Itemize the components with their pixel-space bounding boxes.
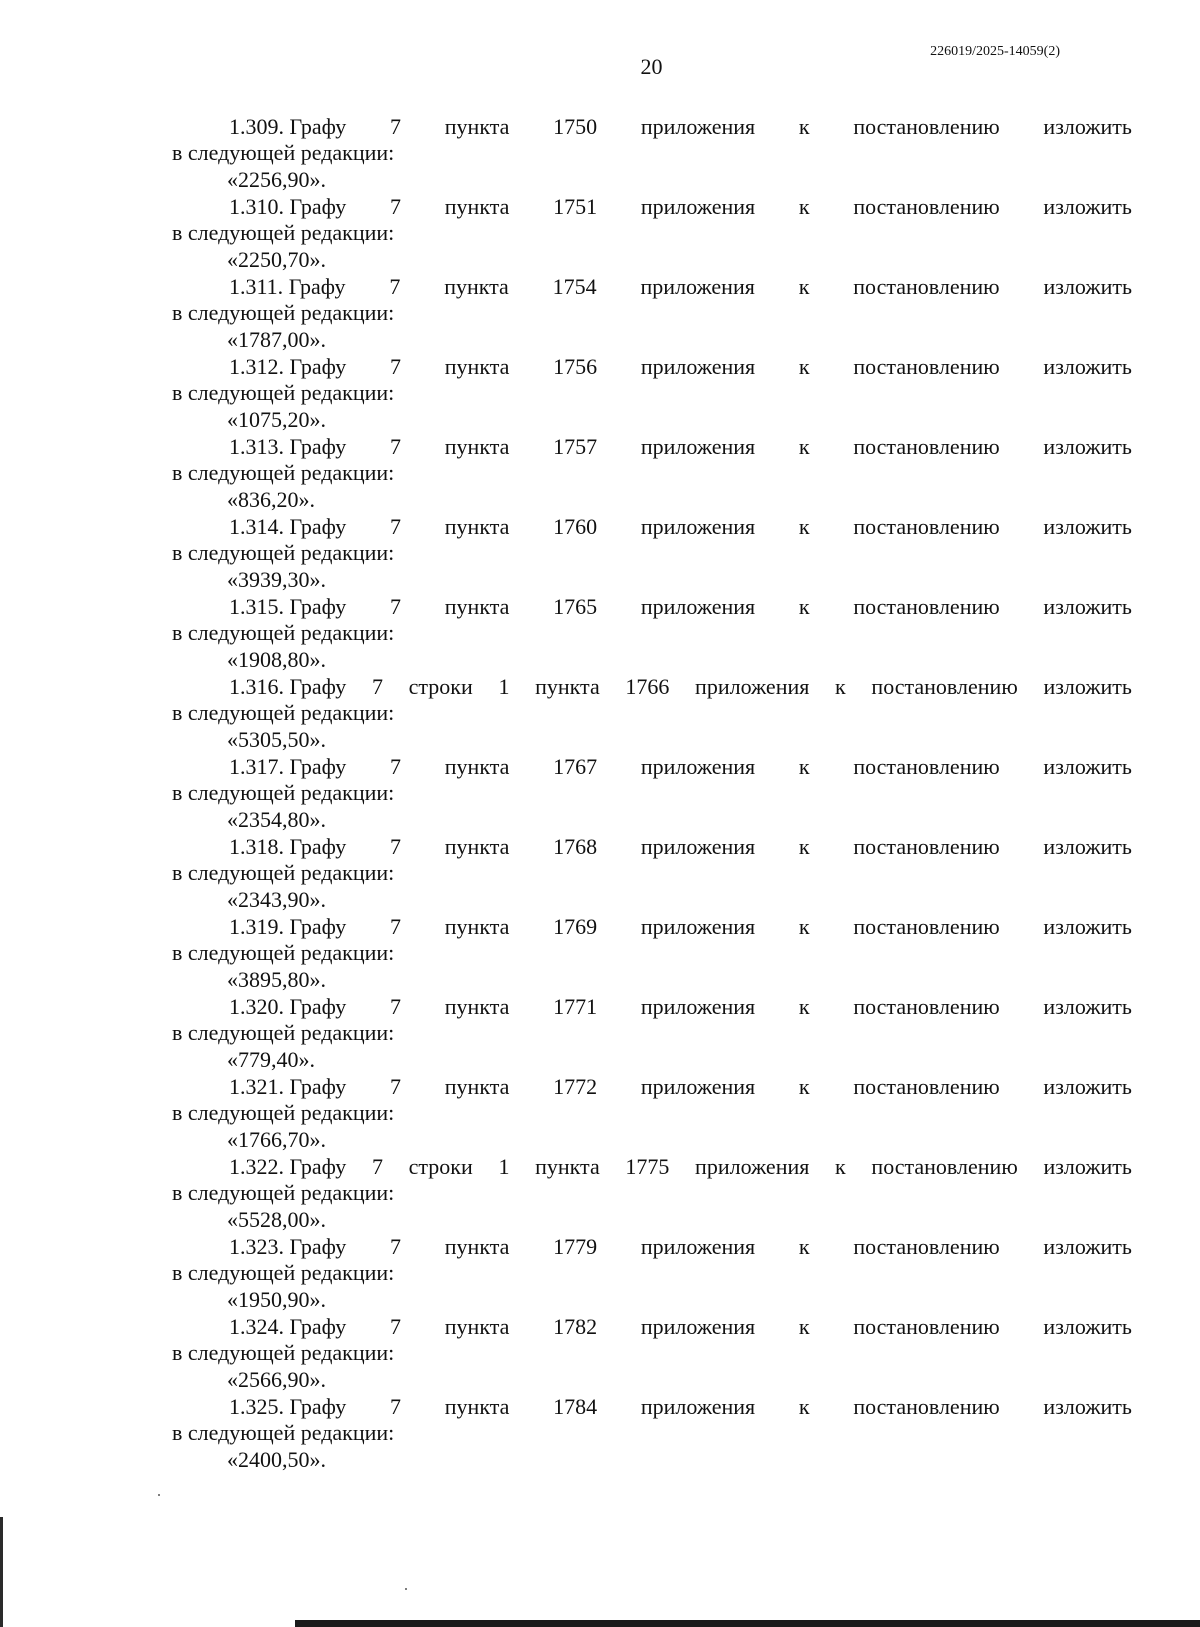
item-number: 1.310.	[229, 194, 284, 219]
amendment-item	[172, 273, 1132, 353]
instruction-word: приложения	[640, 1234, 756, 1259]
instruction-word: Графу	[289, 514, 347, 539]
item-number: 1.324.	[229, 1314, 284, 1339]
instruction-word: пункта	[444, 914, 510, 939]
instruction-word: Графу	[289, 1154, 347, 1179]
amendment-value: «5305,50».	[227, 727, 326, 752]
amendment-phrase: в следующей редакции:	[172, 1020, 395, 1045]
instruction-word: к	[798, 434, 810, 459]
instruction-word: пункта	[444, 754, 510, 779]
instruction-word: к	[798, 194, 810, 219]
instruction-word: 1751	[553, 194, 598, 219]
instruction-word: 7	[390, 914, 402, 939]
amendment-value: «836,20».	[227, 487, 315, 512]
amendment-item	[172, 1313, 1132, 1393]
instruction-word: 7	[390, 754, 402, 779]
instruction-word: изложить	[1043, 1154, 1132, 1179]
instruction-word: изложить	[1043, 914, 1132, 939]
amendment-instruction-line	[172, 833, 1132, 860]
amendment-value: «2566,90».	[227, 1367, 326, 1392]
amendment-lead	[229, 1153, 346, 1180]
instruction-word: постановлению	[853, 1314, 1000, 1339]
amendment-lead	[229, 1313, 346, 1340]
amendment-instruction-line	[172, 1233, 1132, 1260]
amendment-item	[172, 1153, 1132, 1233]
instruction-word: изложить	[1043, 1314, 1132, 1339]
instruction-word: к	[798, 1234, 810, 1259]
instruction-word: приложения	[640, 354, 756, 379]
instruction-word: 7	[390, 1074, 402, 1099]
instruction-word: Графу	[289, 194, 347, 219]
instruction-word: строки	[408, 1154, 473, 1179]
instruction-word: постановлению	[853, 994, 1000, 1019]
amendment-instruction-line	[172, 993, 1132, 1020]
instruction-word: Графу	[289, 434, 347, 459]
instruction-word: пункта	[444, 114, 510, 139]
scan-speck	[405, 1588, 407, 1590]
amendment-lead	[229, 353, 346, 380]
instruction-word: пункта	[444, 514, 510, 539]
instruction-word: Графу	[289, 834, 347, 859]
amendment-lead	[229, 113, 346, 140]
amendment-instruction-line	[172, 113, 1132, 140]
instruction-word: 1765	[553, 594, 598, 619]
instruction-word: к	[798, 594, 810, 619]
amendment-phrase: в следующей редакции:	[172, 700, 395, 725]
instruction-word: 1	[498, 1154, 510, 1179]
instruction-word: изложить	[1043, 1394, 1132, 1419]
instruction-word: Графу	[288, 274, 346, 299]
instruction-word: изложить	[1043, 354, 1132, 379]
amendment-phrase: в следующей редакции:	[172, 220, 395, 245]
instruction-word: Графу	[289, 354, 347, 379]
instruction-word: приложения	[640, 1394, 756, 1419]
instruction-word: 1771	[553, 994, 598, 1019]
amendment-instruction-line	[172, 273, 1132, 300]
amendment-lead	[229, 593, 346, 620]
instruction-word: 1784	[553, 1394, 598, 1419]
instruction-word: постановлению	[871, 1154, 1018, 1179]
instruction-word: 1766	[625, 674, 670, 699]
instruction-word: пункта	[444, 274, 509, 299]
instruction-word: Графу	[289, 754, 347, 779]
instruction-word: Графу	[289, 1394, 347, 1419]
instruction-word: 1779	[553, 1234, 598, 1259]
instruction-word: пункта	[535, 1154, 600, 1179]
instruction-word: изложить	[1043, 514, 1132, 539]
amendment-value: «2256,90».	[227, 167, 326, 192]
instruction-word: к	[835, 674, 846, 699]
amendment-instruction-line	[172, 193, 1132, 220]
amendment-value: «5528,00».	[227, 1207, 326, 1232]
amendment-lead	[229, 753, 346, 780]
instruction-word: приложения	[640, 194, 756, 219]
instruction-word: изложить	[1043, 274, 1132, 299]
instruction-word: к	[835, 1154, 846, 1179]
amendment-phrase: в следующей редакции:	[172, 380, 395, 405]
instruction-word: к	[798, 354, 810, 379]
instruction-word: изложить	[1043, 994, 1132, 1019]
amendment-phrase: в следующей редакции:	[172, 940, 395, 965]
instruction-word: постановлению	[853, 354, 1000, 379]
amendment-lead	[229, 913, 346, 940]
instruction-word: 1	[498, 674, 510, 699]
instruction-word: 1767	[553, 754, 598, 779]
instruction-word: пункта	[444, 1234, 510, 1259]
amendment-instruction-line	[172, 1313, 1132, 1340]
instruction-word: Графу	[289, 594, 347, 619]
instruction-word: пункта	[444, 194, 510, 219]
instruction-word: пункта	[444, 1074, 510, 1099]
instruction-word: приложения	[640, 1074, 756, 1099]
instruction-word: Графу	[289, 114, 347, 139]
instruction-word: постановлению	[853, 434, 1000, 459]
amendment-phrase: в следующей редакции:	[172, 1420, 395, 1445]
amendment-instruction-line	[172, 913, 1132, 940]
instruction-word: Графу	[289, 674, 347, 699]
instruction-word: 1750	[553, 114, 598, 139]
amendment-item	[172, 513, 1132, 593]
amendment-lead	[229, 993, 346, 1020]
instruction-word: пункта	[444, 994, 510, 1019]
instruction-word: 1760	[553, 514, 598, 539]
item-number: 1.313.	[229, 434, 284, 459]
amendment-phrase: в следующей редакции:	[172, 860, 395, 885]
instruction-word: постановлению	[853, 754, 1000, 779]
amendment-item	[172, 993, 1132, 1073]
instruction-word: к	[798, 514, 810, 539]
amendment-lead	[229, 1393, 346, 1420]
instruction-word: изложить	[1043, 434, 1132, 459]
instruction-word: к	[798, 994, 810, 1019]
amendment-instruction-line	[172, 513, 1132, 540]
instruction-word: 1769	[553, 914, 598, 939]
document-body	[172, 113, 1132, 1473]
item-number: 1.320.	[229, 994, 284, 1019]
instruction-word: изложить	[1043, 194, 1132, 219]
item-number: 1.312.	[229, 354, 284, 379]
instruction-word: постановлению	[853, 114, 1000, 139]
instruction-word: 7	[389, 274, 401, 299]
amendment-item	[172, 913, 1132, 993]
amendment-value: «2343,90».	[227, 887, 326, 912]
item-number: 1.319.	[229, 914, 284, 939]
instruction-word: 7	[390, 1234, 402, 1259]
amendment-lead	[229, 273, 346, 300]
amendment-phrase: в следующей редакции:	[172, 300, 395, 325]
instruction-word: постановлению	[853, 1234, 1000, 1259]
amendment-item	[172, 193, 1132, 273]
instruction-word: пункта	[444, 434, 510, 459]
instruction-word: 1754	[552, 274, 597, 299]
instruction-word: пункта	[535, 674, 600, 699]
amendment-instruction-line	[172, 753, 1132, 780]
item-number: 1.325.	[229, 1394, 284, 1419]
instruction-word: приложения	[640, 274, 755, 299]
instruction-word: Графу	[289, 994, 347, 1019]
page-number: 20	[640, 54, 663, 79]
amendment-lead	[229, 1073, 346, 1100]
instruction-word: 1782	[553, 1314, 598, 1339]
instruction-word: 7	[371, 1154, 383, 1179]
instruction-word: 7	[390, 194, 402, 219]
amendment-value: «3939,30».	[227, 567, 326, 592]
amendment-instruction-line	[172, 433, 1132, 460]
instruction-word: изложить	[1043, 114, 1132, 139]
amendment-item	[172, 1393, 1132, 1473]
amendment-phrase: в следующей редакции:	[172, 460, 395, 485]
instruction-word: приложения	[640, 594, 756, 619]
amendment-item	[172, 433, 1132, 513]
instruction-word: пункта	[444, 1314, 510, 1339]
instruction-word: приложения	[640, 114, 756, 139]
item-number: 1.315.	[229, 594, 284, 619]
amendment-item	[172, 673, 1132, 753]
amendment-instruction-line	[172, 593, 1132, 620]
item-number: 1.322.	[229, 1154, 284, 1179]
instruction-word: постановлению	[853, 514, 1000, 539]
instruction-word: 7	[390, 834, 402, 859]
instruction-word: изложить	[1043, 1234, 1132, 1259]
instruction-word: к	[798, 834, 810, 859]
amendment-item	[172, 753, 1132, 833]
instruction-word: постановлению	[853, 914, 1000, 939]
item-number: 1.317.	[229, 754, 284, 779]
amendment-instruction-line	[172, 1073, 1132, 1100]
instruction-word: к	[798, 1074, 810, 1099]
amendment-value: «1950,90».	[227, 1287, 326, 1312]
amendment-instruction-line	[172, 673, 1132, 700]
amendment-lead	[229, 433, 346, 460]
item-number: 1.321.	[229, 1074, 284, 1099]
instruction-word: изложить	[1043, 674, 1132, 699]
instruction-word: 1757	[553, 434, 598, 459]
instruction-word: 7	[371, 674, 383, 699]
instruction-word: приложения	[640, 994, 756, 1019]
amendment-value: «1766,70».	[227, 1127, 326, 1152]
amendment-phrase: в следующей редакции:	[172, 620, 395, 645]
amendment-value: «779,40».	[227, 1047, 315, 1072]
instruction-word: приложения	[640, 834, 756, 859]
item-number: 1.318.	[229, 834, 284, 859]
amendment-value: «3895,80».	[227, 967, 326, 992]
amendment-phrase: в следующей редакции:	[172, 540, 395, 565]
amendment-item	[172, 1233, 1132, 1313]
instruction-word: пункта	[444, 1394, 510, 1419]
scan-speck	[158, 1494, 160, 1496]
instruction-word: 7	[390, 994, 402, 1019]
instruction-word: к	[798, 1394, 810, 1419]
amendment-item	[172, 593, 1132, 673]
instruction-word: приложения	[640, 754, 756, 779]
amendment-value: «1908,80».	[227, 647, 326, 672]
instruction-word: 7	[390, 1394, 402, 1419]
item-number: 1.316.	[229, 674, 284, 699]
amendment-phrase: в следующей редакции:	[172, 1100, 395, 1125]
instruction-word: пункта	[444, 594, 510, 619]
instruction-word: изложить	[1043, 1074, 1132, 1099]
amendment-instruction-line	[172, 1153, 1132, 1180]
instruction-word: к	[798, 114, 810, 139]
amendment-value: «2250,70».	[227, 247, 326, 272]
instruction-word: 7	[390, 594, 402, 619]
instruction-word: постановлению	[853, 274, 1000, 299]
amendment-value: «1075,20».	[227, 407, 326, 432]
item-number: 1.323.	[229, 1234, 284, 1259]
amendment-lead	[229, 1233, 346, 1260]
instruction-word: 1772	[553, 1074, 598, 1099]
instruction-word: изложить	[1043, 834, 1132, 859]
instruction-word: к	[798, 1314, 810, 1339]
instruction-word: к	[798, 914, 810, 939]
instruction-word: постановлению	[853, 1394, 1000, 1419]
document-id: 226019/2025-14059(2)	[930, 44, 1060, 59]
amendment-instruction-line	[172, 353, 1132, 380]
item-number: 1.311.	[229, 274, 284, 299]
instruction-word: 1775	[625, 1154, 670, 1179]
instruction-word: пункта	[444, 354, 510, 379]
instruction-word: приложения	[640, 914, 756, 939]
instruction-word: к	[798, 754, 810, 779]
amendment-item	[172, 1073, 1132, 1153]
instruction-word: постановлению	[853, 1074, 1000, 1099]
instruction-word: изложить	[1043, 594, 1132, 619]
instruction-word: 7	[390, 354, 402, 379]
instruction-word: приложения	[695, 674, 810, 699]
scan-edge-shadow	[0, 1517, 3, 1627]
instruction-word: 7	[390, 1314, 402, 1339]
amendment-item	[172, 113, 1132, 193]
item-number: 1.314.	[229, 514, 284, 539]
amendment-phrase: в следующей редакции:	[172, 1180, 395, 1205]
instruction-word: постановлению	[853, 194, 1000, 219]
instruction-word: 7	[390, 434, 402, 459]
amendment-value: «1787,00».	[227, 327, 326, 352]
item-number: 1.309.	[229, 114, 284, 139]
instruction-word: Графу	[289, 1234, 347, 1259]
amendment-lead	[229, 673, 346, 700]
amendment-value: «2354,80».	[227, 807, 326, 832]
instruction-word: приложения	[640, 1314, 756, 1339]
instruction-word: приложения	[640, 514, 756, 539]
instruction-word: постановлению	[853, 834, 1000, 859]
instruction-word: пункта	[444, 834, 510, 859]
instruction-word: Графу	[289, 1074, 347, 1099]
instruction-word: 1768	[553, 834, 598, 859]
amendment-value: «2400,50».	[227, 1447, 326, 1472]
amendment-phrase: в следующей редакции:	[172, 1340, 395, 1365]
instruction-word: постановлению	[871, 674, 1018, 699]
instruction-word: 7	[390, 514, 402, 539]
amendment-lead	[229, 193, 346, 220]
instruction-word: изложить	[1043, 754, 1132, 779]
instruction-word: постановлению	[853, 594, 1000, 619]
instruction-word: Графу	[289, 1314, 347, 1339]
amendment-lead	[229, 513, 346, 540]
instruction-word: строки	[408, 674, 473, 699]
amendment-phrase: в следующей редакции:	[172, 780, 395, 805]
amendment-phrase: в следующей редакции:	[172, 1260, 395, 1285]
amendment-lead	[229, 833, 346, 860]
amendment-phrase: в следующей редакции:	[172, 140, 395, 165]
instruction-word: приложения	[640, 434, 756, 459]
instruction-word: 7	[390, 114, 402, 139]
instruction-word: приложения	[695, 1154, 810, 1179]
instruction-word: 1756	[553, 354, 598, 379]
amendment-item	[172, 833, 1132, 913]
scan-bottom-bar	[295, 1620, 1200, 1627]
instruction-word: Графу	[289, 914, 347, 939]
instruction-word: к	[798, 274, 810, 299]
amendment-instruction-line	[172, 1393, 1132, 1420]
amendment-item	[172, 353, 1132, 433]
